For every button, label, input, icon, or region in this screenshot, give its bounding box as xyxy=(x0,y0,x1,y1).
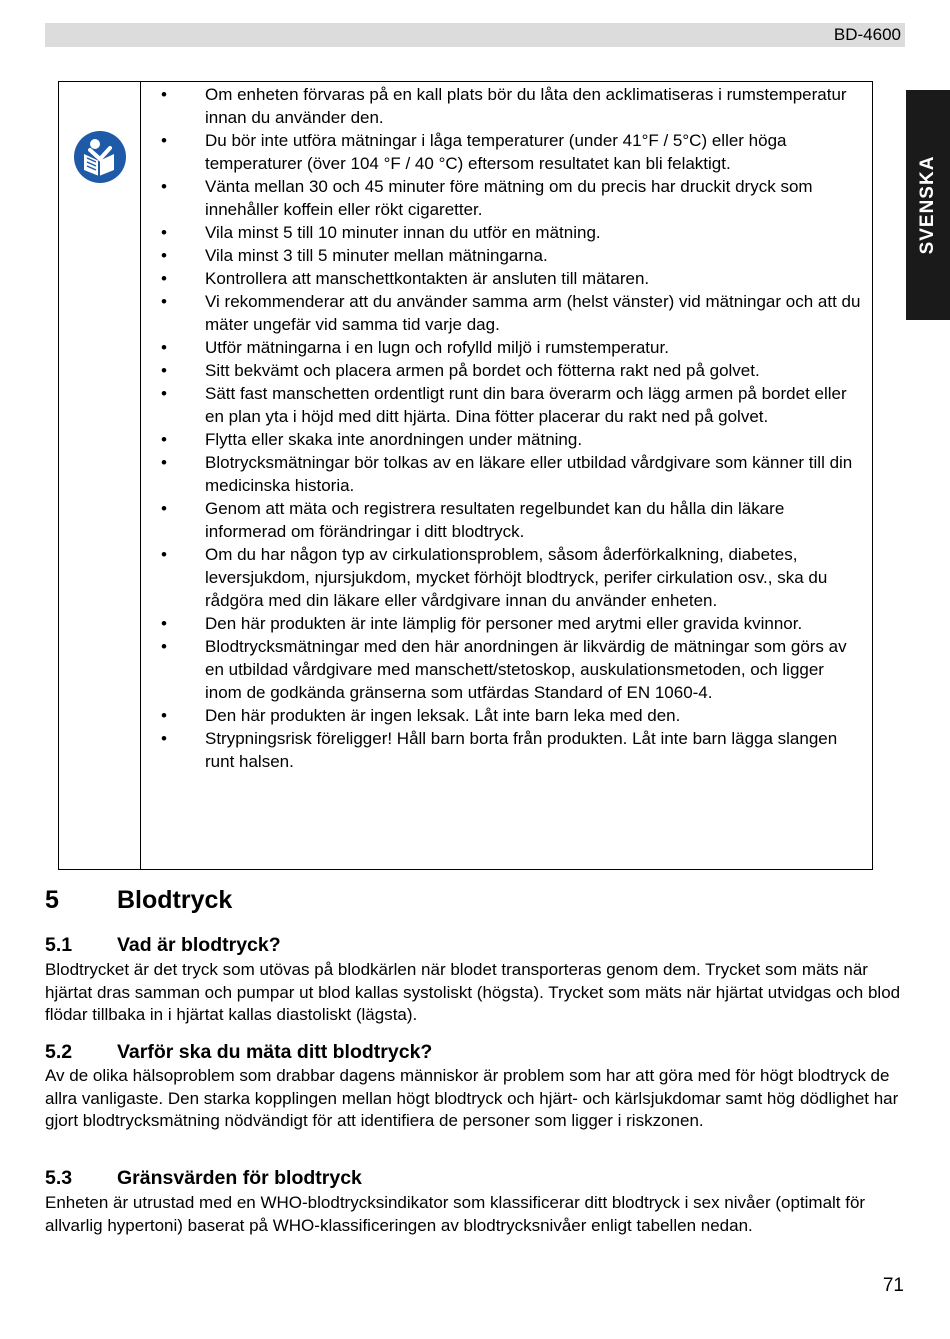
notice-item: • Genom att mäta och registrera resultaten regelbundet kan du hålla din läkare informerad om förändringar i ditt blodtryck. xyxy=(147,497,862,543)
notice-item: • Vila minst 5 till 10 minuter innan du utför en mätning. xyxy=(147,221,862,244)
paragraph: Enheten är utrustad med en WHO-blodtrycksindikator som klassificerar ditt blodtryck i sex nivåer (optimalt för allvarlig hypertoni) baserat på WHO-klassificeringen av blodtrycksnivåer enligt tabellen nedan. xyxy=(45,1193,866,1235)
notice-icon-cell xyxy=(59,82,141,869)
notice-item: • Du bör inte utföra mätningar i låga temperaturer (under 41°F / 5°C) eller höga temperaturer (över 104 °F / 40 °C) eftersom resultatet kan bli felaktigt. xyxy=(147,129,862,175)
subsection-title: Vad är blodtryck? xyxy=(117,934,281,956)
subsection-title: Gränsvärden för blodtryck xyxy=(117,1167,362,1189)
notice-item: • Den här produkten är ingen leksak. Låt inte barn leka med den. xyxy=(147,704,862,727)
notice-item: • Utför mätningarna i en lugn och rofylld miljö i rumstemperatur. xyxy=(147,336,862,359)
subsection-heading xyxy=(45,934,281,957)
page-number: 71 xyxy=(882,1275,904,1296)
notice-table xyxy=(58,81,873,870)
subsection-heading xyxy=(45,1167,362,1190)
section-heading xyxy=(45,886,232,915)
notice-item: • Vila minst 3 till 5 minuter mellan mätningarna. xyxy=(147,244,862,267)
section-title: Blodtryck xyxy=(117,886,233,914)
notice-item: • Blotrycksmätningar bör tolkas av en läkare eller utbildad vårdgivare som känner till din medicinska historia. xyxy=(147,451,862,497)
notice-item: • Kontrollera att manschettkontakten är ansluten till mätaren. xyxy=(147,267,862,290)
notice-item: • Om du har någon typ av cirkulationsproblem, såsom åderförkalkning, diabetes, leversjukdom, njursjukdom, mycket förhöjt blodtryck, perifer cirkulation osv., ska du rådgöra med din läkare eller vårdgivare innan du använder enheten. xyxy=(147,543,862,612)
language-tab xyxy=(906,90,950,320)
read-manual-icon xyxy=(73,130,127,184)
notice-item: • Den här produkten är inte lämplig för personer med arytmi eller gravida kvinnor. xyxy=(147,612,862,635)
subsection-number: 5.1 xyxy=(45,934,73,956)
notice-list xyxy=(147,83,862,773)
notice-item: • Om enheten förvaras på en kall plats bör du låta den acklimatiseras i rumstemperatur innan du använder den. xyxy=(147,83,862,129)
subsection-heading xyxy=(45,1041,432,1064)
notice-item: • Strypningsrisk föreligger! Håll barn borta från produkten. Låt inte barn lägga slangen runt halsen. xyxy=(147,727,862,773)
notice-item: • Sätt fast manschetten ordentligt runt din bara överarm och lägg armen på bordet eller en plan yta i höjd med ditt hjärta. Dina fötter placerar du rakt ned på golvet. xyxy=(147,382,862,428)
notice-item: • Sitt bekvämt och placera armen på bordet och fötterna rakt ned på golvet. xyxy=(147,359,862,382)
subsection-number: 5.2 xyxy=(45,1041,73,1063)
paragraph: Blodtrycket är det tryck som utövas på blodkärlen när blodet transporteras genom dem. Trycket som mäts när hjärtat dras samman och pumpar ut blod kallas systoliskt (högsta). Trycket som mäts när hjärtat utvidgas och blod flödar tillbaka in i hjärtat kallas diastoliskt (lägsta). xyxy=(45,960,901,1024)
subsection-number: 5.3 xyxy=(45,1167,73,1189)
language-tab-label: SVENSKA xyxy=(917,155,938,255)
notice-item: • Vänta mellan 30 och 45 minuter före mätning om du precis har druckit dryck som innehåller koffein eller rökt cigaretter. xyxy=(147,175,862,221)
header-bar xyxy=(45,23,905,47)
section-number: 5 xyxy=(45,886,59,914)
notice-item: • Blodtrycksmätningar med den här anordningen är likvärdig de mätningar som görs av en utbildad vårdgivare med manschett/stetoskop, auskulationsmetoden, och ligger inom de godkända gränserna som utfärdas Standard of EN 1060-4. xyxy=(147,635,862,704)
model-number: BD-4600 xyxy=(833,25,901,44)
notice-item: • Flytta eller skaka inte anordningen under mätning. xyxy=(147,428,862,451)
paragraph: Av de olika hälsoproblem som drabbar dagens människor är problem som har att göra med för högt blodtryck de allra vanligaste. Den starka kopplingen mellan högt blodtryck och hjärt- och kärlsjukdomar samt hög dödlighet har gjort blodtrycksmätning nödvändigt för att identifiera de personer som ligger i riskzonen. xyxy=(45,1066,899,1130)
subsection-title: Varför ska du mäta ditt blodtryck? xyxy=(117,1041,433,1063)
notice-item: • Vi rekommenderar att du använder samma arm (helst vänster) vid mätningar och att du mäter ungefär vid samma tid varje dag. xyxy=(147,290,862,336)
